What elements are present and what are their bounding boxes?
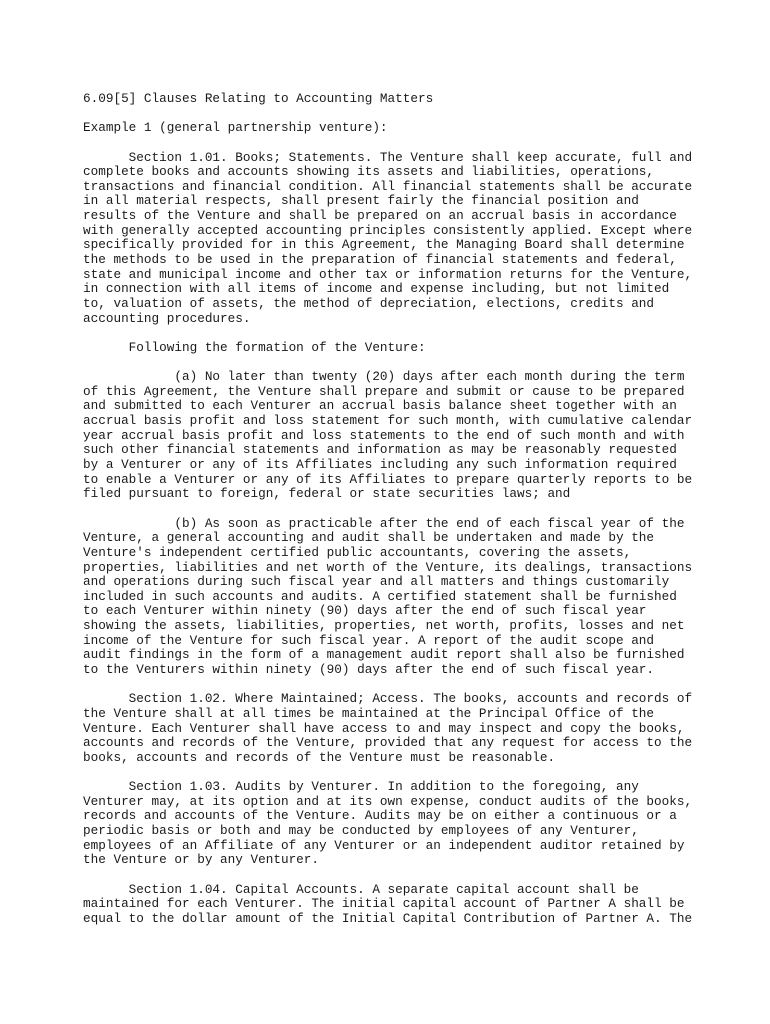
text-line: year accrual basis profit and loss statements to the end of such month and with xyxy=(83,427,685,443)
text-line: complete books and accounts showing its assets and liabilities, operations, xyxy=(83,164,655,180)
text-line: Venture's independent certified public accountants, covering the assets, xyxy=(83,544,632,560)
text-line: Section 1.03. Audits by Venturer. In addition to the foregoing, any xyxy=(83,779,639,795)
text-line: 6.09[5] Clauses Relating to Accounting Matters xyxy=(83,91,434,106)
paragraph-clause-b xyxy=(83,517,693,678)
text-line: properties, liabilities and net worth of the Venture, its dealings, transactions xyxy=(83,559,693,575)
text-line: accrual basis profit and loss statement for such month, with cumulative calendar xyxy=(83,413,693,429)
text-line: and operations during such fiscal year and all matters and things customarily xyxy=(83,574,670,590)
document-body xyxy=(83,92,693,941)
text-line: to enable a Venturer or any of its Affiliates to prepare quarterly reports to be xyxy=(83,471,693,487)
text-line: (b) As soon as practicable after the end of each fiscal year of the xyxy=(83,515,685,531)
paragraph-section-1-01 xyxy=(83,151,693,327)
text-line: with generally accepted accounting principles consistently applied. Except where xyxy=(83,222,693,238)
text-line: the methods to be used in the preparation of financial statements and federal, xyxy=(83,252,677,268)
text-line: Section 1.02. Where Maintained; Access. The books, accounts and records of xyxy=(83,691,693,707)
text-line: showing the assets, liabilities, properties, net worth, profits, losses and net xyxy=(83,618,685,634)
paragraph-section-1-04 xyxy=(83,883,693,927)
text-line: of this Agreement, the Venture shall prepare and submit or cause to be prepared xyxy=(83,383,685,399)
text-line: Section 1.01. Books; Statements. The Venture shall keep accurate, full and xyxy=(83,149,693,165)
paragraph-section-1-03 xyxy=(83,780,693,868)
text-line: accounts and records of the Venture, provided that any request for access to the xyxy=(83,735,693,751)
text-line: filed pursuant to foreign, federal or state securities laws; and xyxy=(83,486,571,502)
text-line: income of the Venture for such fiscal year. A report of the audit scope and xyxy=(83,632,655,648)
text-line: Following the formation of the Venture: xyxy=(83,339,426,355)
paragraph-heading xyxy=(83,92,693,107)
text-line: Section 1.04. Capital Accounts. A separate capital account shall be xyxy=(83,881,639,897)
text-line: included in such accounts and audits. A certified statement shall be furnished xyxy=(83,588,677,604)
text-line: equal to the dollar amount of the Initial Capital Contribution of Partner A. The xyxy=(83,910,693,926)
text-line: periodic basis or both and may be conducted by employees of any Venturer, xyxy=(83,823,639,839)
text-line: records and accounts of the Venture. Audits may be on either a continuous or a xyxy=(83,808,677,824)
text-line: results of the Venture and shall be prepared on an accrual basis in accordance xyxy=(83,208,677,224)
text-line: in all material respects, shall present fairly the financial position and xyxy=(83,193,639,209)
text-line: employees of an Affiliate of any Venturer or an independent auditor retained by xyxy=(83,837,685,853)
text-line: by a Venturer or any of its Affiliates including any such information required xyxy=(83,457,677,473)
paragraph-following xyxy=(83,341,693,356)
text-line: Example 1 (general partnership venture): xyxy=(83,120,388,136)
text-line: accounting procedures. xyxy=(83,310,251,326)
text-line: audit findings in the form of a management audit report shall also be furnished xyxy=(83,647,685,663)
text-line: books, accounts and records of the Venture must be reasonable. xyxy=(83,749,556,765)
text-line: specifically provided for in this Agreement, the Managing Board shall determine xyxy=(83,237,685,253)
text-line: (a) No later than twenty (20) days after each month during the term xyxy=(83,369,685,385)
paragraph-section-1-02 xyxy=(83,692,693,765)
text-line: to the Venturers within ninety (90) days after the end of such fiscal year. xyxy=(83,661,655,677)
text-line: and submitted to each Venturer an accrual basis balance sheet together with an xyxy=(83,398,677,414)
text-line: maintained for each Venturer. The initial capital account of Partner A shall be xyxy=(83,896,685,912)
paragraph-clause-a xyxy=(83,370,693,502)
text-line: Venturer may, at its option and at its own expense, conduct audits of the books, xyxy=(83,793,693,809)
text-line: state and municipal income and other tax or information returns for the Venture, xyxy=(83,266,693,282)
paragraph-example xyxy=(83,121,693,136)
text-line: such other financial statements and information as may be reasonably requested xyxy=(83,442,677,458)
text-line: the Venture shall at all times be maintained at the Principal Office of the xyxy=(83,705,655,721)
text-line: transactions and financial condition. All financial statements shall be accurate xyxy=(83,178,693,194)
text-line: Venture. Each Venturer shall have access to and may inspect and copy the books, xyxy=(83,720,685,736)
text-line: in connection with all items of income and expense including, but not limited xyxy=(83,281,670,297)
text-line: the Venture or by any Venturer. xyxy=(83,852,320,868)
text-line: to, valuation of assets, the method of depreciation, elections, credits and xyxy=(83,295,655,311)
text-line: Venture, a general accounting and audit shall be undertaken and made by the xyxy=(83,530,655,546)
text-line: to each Venturer within ninety (90) days after the end of such fiscal year xyxy=(83,603,647,619)
